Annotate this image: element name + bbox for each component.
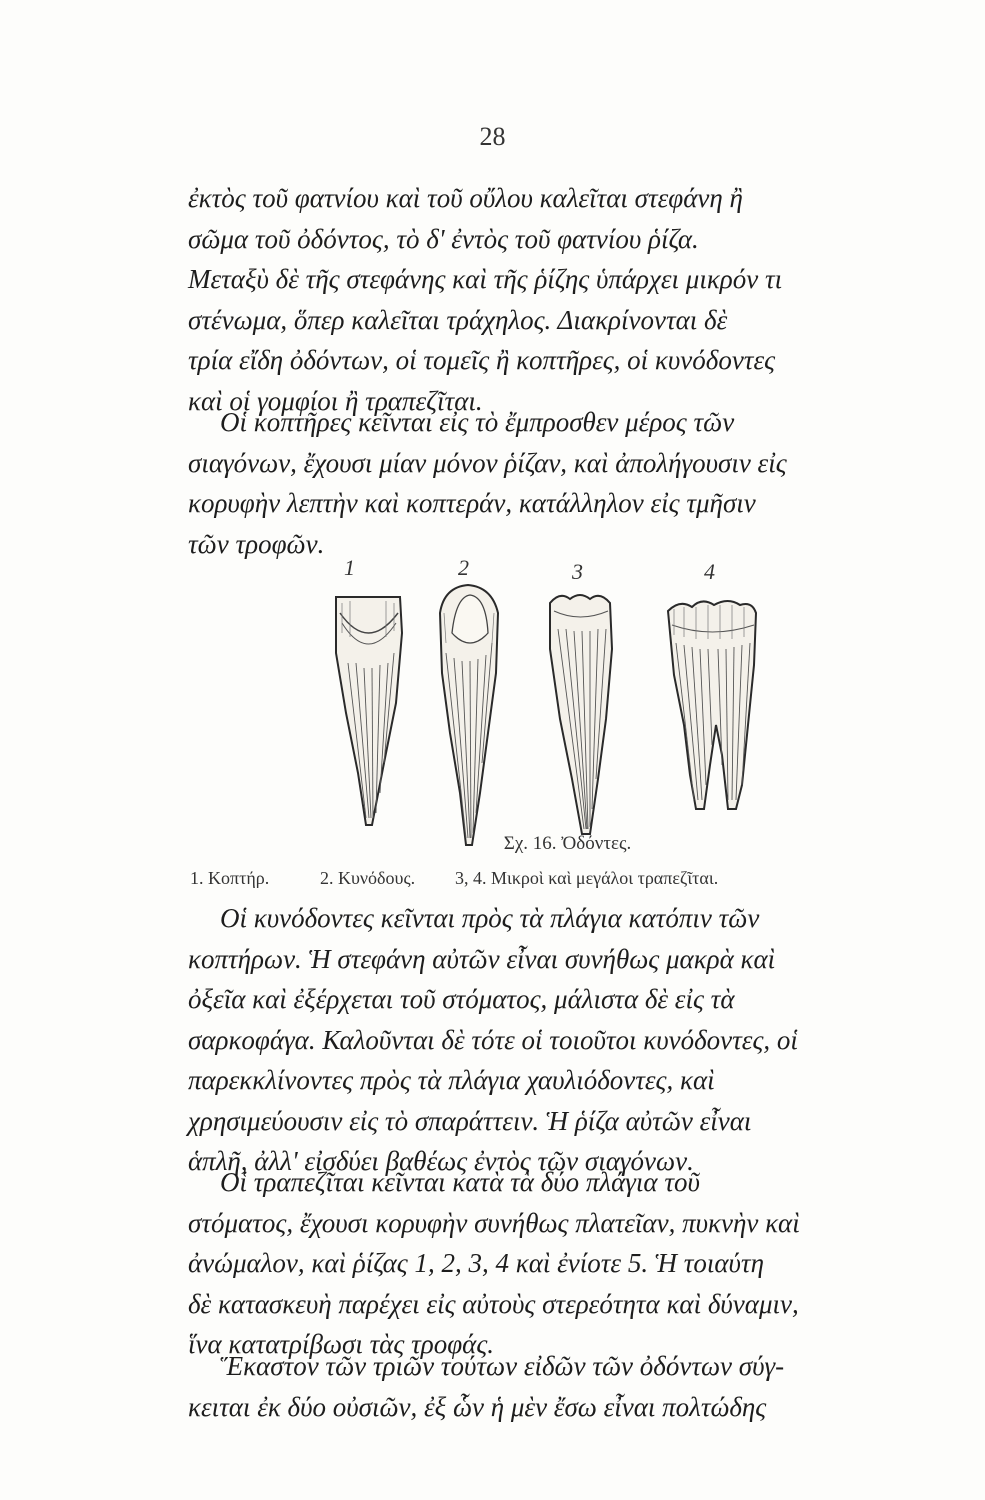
text-line: τρία εἴδη ὀδόντων, οἱ τομεῖς ἢ κοπτῆρες, οἱ κυνόδοντες: [188, 345, 776, 375]
paragraph-canines: [188, 898, 908, 1182]
text-line: ὀξεῖα καὶ ἐξέρχεται τοῦ στόματος, μάλιστα δὲ εἰς τὰ: [188, 984, 735, 1014]
text-line: ἁπλῆ, ἀλλ' εἰσδύει βαθέως ἐντὸς τῶν σιαγόνων.: [188, 1146, 694, 1176]
teeth-figure: [300, 555, 780, 845]
text-line: στόματος, ἔχουσι κορυφὴν συνήθως πλατεῖαν, πυκνὴν καὶ: [188, 1207, 800, 1238]
figure-number-3: 3: [572, 559, 583, 584]
small-molar-tooth-drawing: [540, 589, 620, 839]
text-line: Μεταξὺ δὲ τῆς στεφάνης καὶ τῆς ῥίζης ὑπάρχει μικρόν τι: [188, 264, 783, 294]
figure-number-1: 1: [344, 555, 355, 580]
legend-item-molars: 3, 4. Μικροὶ καὶ μεγάλοι τραπεζῖται.: [455, 868, 719, 888]
text-line: δὲ κατασκευὴ παρέχει εἰς αὐτοὺς στερεότητα καὶ δύναμιν,: [188, 1288, 799, 1319]
text-line: σιαγόνων, ἔχουσι μίαν μόνον ῥίζαν, καὶ ἀπολήγουσιν εἰς: [188, 447, 787, 478]
page-number: 28: [479, 122, 506, 151]
text-line: χρησιμεύουσιν εἰς τὸ σπαράττειν. Ἡ ῥίζα αὐτῶν εἶναι: [188, 1105, 752, 1136]
text-line: Οἱ κυνόδοντες κεῖνται πρὸς τὰ πλάγια κατόπιν τῶν: [220, 903, 760, 933]
text-line: κοπτήρων. Ἡ στεφάνη αὐτῶν εἶναι συνήθως μακρὰ καὶ: [188, 943, 776, 974]
text-line: καὶ οἱ γομφίοι ἢ τραπεζῖται.: [188, 385, 483, 416]
canine-tooth-drawing: [430, 583, 510, 848]
paragraph-crown-root: [188, 178, 908, 421]
text-line: τῶν τροφῶν.: [188, 528, 325, 559]
paragraph-molars: [188, 1162, 908, 1365]
text-line: Οἱ τραπεζῖται κεῖνται κατὰ τὰ δύο πλάγια τοῦ: [220, 1167, 700, 1197]
figure-legend: [190, 868, 890, 889]
text-line: κειται ἐκ δύο οὐσιῶν, ἐξ ὧν ἡ μὲν ἔσω εἶναι πολτώδης: [188, 1391, 767, 1422]
figure-number-4: 4: [704, 559, 715, 584]
legend-item-incisor: 1. Κοπτήρ.: [190, 868, 270, 888]
large-molar-tooth-drawing: [662, 595, 762, 815]
text-line: παρεκκλίνοντες πρὸς τὰ πλάγια χαυλιόδοντες, καὶ: [188, 1065, 715, 1095]
figure-number-2: 2: [458, 555, 469, 580]
text-line: στένωμα, ὅπερ καλεῖται τράχηλος. Διακρίνονται δὲ: [188, 304, 728, 335]
text-line: ἀνώμαλον, καὶ ῥίζας 1, 2, 3, 4 καὶ ἐνίοτε 5. Ἡ τοιαύτη: [188, 1248, 764, 1278]
paragraph-incisors: [188, 402, 908, 564]
text-line: σῶμα τοῦ ὀδόντος, τὸ δ' ἐντὸς τοῦ φατνίου ῥίζα.: [188, 223, 699, 254]
text-line: σαρκοφάγα. Καλοῦνται δὲ τότε οἱ τοιοῦτοι κυνόδοντες, οἱ: [188, 1024, 798, 1055]
legend-item-canine: 2. Κυνόδους.: [320, 868, 416, 888]
text-line: Ἕκαστον τῶν τριῶν τούτων εἰδῶν τῶν ὀδόντων σύγ-: [220, 1351, 785, 1381]
incisor-tooth-drawing: [328, 593, 408, 833]
paragraph-substances: [188, 1346, 908, 1427]
text-line: Οἱ κοπτῆρες κεῖνται εἰς τὸ ἔμπροσθεν μέρος τῶν: [220, 407, 735, 437]
text-line: ἐκτὸς τοῦ φατνίου καὶ τοῦ οὔλου καλεῖται στεφάνη ἢ: [188, 183, 743, 213]
text-line: ἵνα κατατρίβωσι τὰς τροφάς.: [188, 1329, 495, 1359]
figure-caption: Σχ. 16. Ὀδόντες.: [503, 833, 632, 854]
text-line: κορυφὴν λεπτὴν καὶ κοπτεράν, κατάλληλον εἰς τμῆσιν: [188, 488, 756, 518]
